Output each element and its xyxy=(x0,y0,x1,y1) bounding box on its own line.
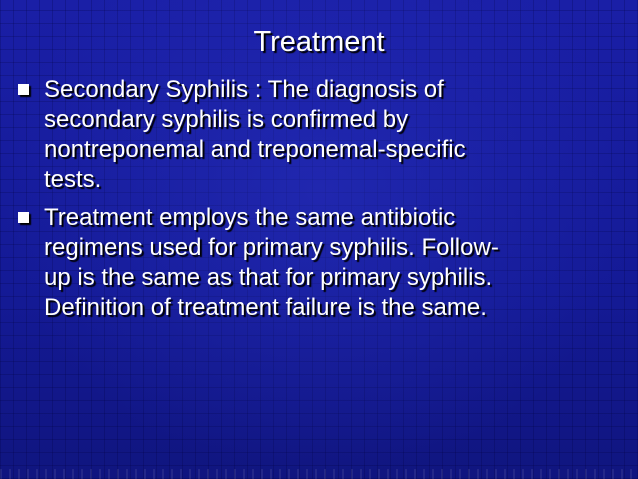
bullet-line: tests. xyxy=(44,166,102,193)
bullet-list xyxy=(14,75,614,331)
bullet-line: nontreponemal and treponemal-specific xyxy=(44,136,466,163)
bullet-line: Secondary Syphilis : The diagnosis of xyxy=(44,76,444,103)
bullet-item xyxy=(14,203,614,323)
bullet-line: regimens used for primary syphilis. Follow- xyxy=(44,234,499,261)
bullet-line: Treatment employs the same antibiotic xyxy=(44,204,456,231)
slide-title: Treatment xyxy=(253,26,385,58)
square-bullet-icon xyxy=(18,212,29,223)
bullet-text xyxy=(44,75,614,195)
bullet-text xyxy=(44,203,614,323)
bullet-item xyxy=(14,75,614,195)
bullet-line: secondary syphilis is confirmed by xyxy=(44,106,409,133)
bullet-line: Definition of treatment failure is the same. xyxy=(44,294,487,321)
square-bullet-icon xyxy=(18,84,29,95)
bottom-decoration xyxy=(0,469,638,479)
bullet-line: up is the same as that for primary syphilis. xyxy=(44,264,493,291)
